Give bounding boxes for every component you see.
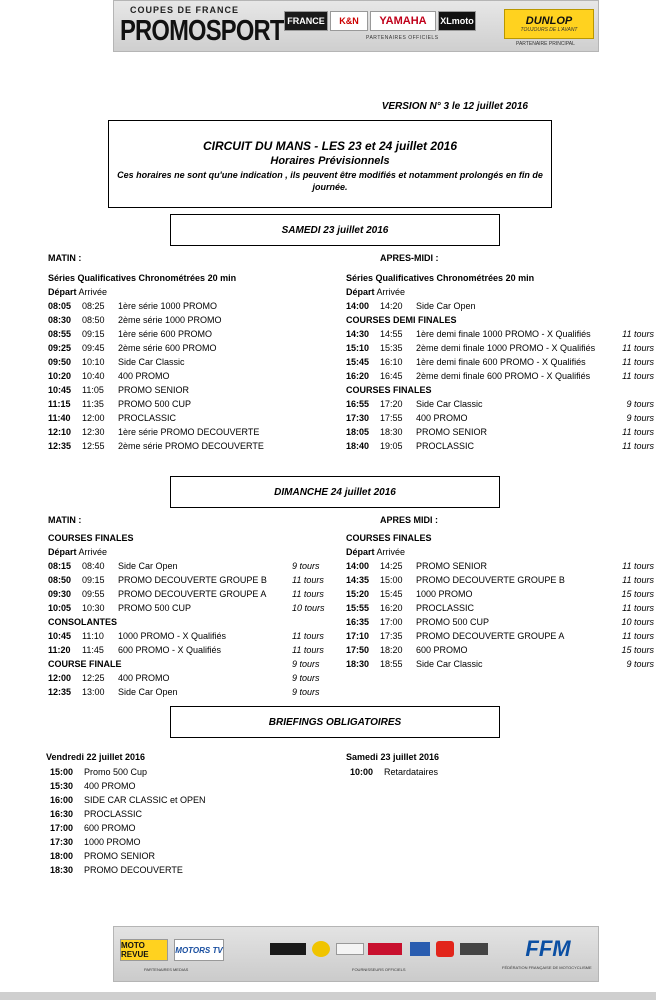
schedule-row: 12:35 13:00 Side Car Open — [48, 687, 178, 697]
depart-label: Départ — [48, 547, 77, 557]
schedule-row: 08:55 09:15 1ère série 600 PROMO — [48, 329, 213, 339]
schedule-row: 15:45 16:10 1ère demi finale 600 PROMO - X Qualifiés — [346, 357, 586, 367]
saturday-title: SAMEDI 23 juillet 2016 — [281, 224, 389, 236]
depart-label: Départ — [48, 287, 77, 297]
briefing-row: 15:30 400 PROMO — [50, 781, 136, 791]
briefings-title-box — [170, 706, 500, 738]
tours-value: 9 tours — [626, 659, 654, 669]
schedule-row: 10:45 11:05 PROMO SENIOR — [48, 385, 190, 395]
supplier-logo — [270, 943, 306, 955]
supplier-logo — [410, 942, 430, 956]
saturday-title-box — [170, 214, 500, 246]
tours-value: 9 tours — [292, 659, 320, 669]
schedule-row: 09:30 09:55 PROMO DECOUVERTE GROUPE A — [48, 589, 267, 599]
briefing-row: 15:00 Promo 500 Cup — [50, 767, 148, 777]
schedule-row: 08:05 08:25 1ère série 1000 PROMO — [48, 301, 218, 311]
sunday-morning-section: COURSES FINALES — [48, 533, 134, 543]
sunday-morning-list — [48, 559, 267, 699]
sunday-morning-tours — [292, 559, 325, 699]
schedule-row: 10:20 10:40 400 PROMO — [48, 371, 170, 381]
schedule-row: 18:05 18:30 PROMO SENIOR — [346, 427, 488, 437]
motors-tv-logo: MOTORS TV — [174, 939, 224, 961]
schedule-row: 14:35 15:00 PROMO DECOUVERTE GROUPE B — [346, 575, 565, 585]
sunday-morning-depart-arrivee — [48, 545, 107, 559]
schedule-row: 11:15 11:35 PROMO 500 CUP — [48, 399, 192, 409]
schedule-row: 15:20 15:45 1000 PROMO — [346, 589, 473, 599]
schedule-row: 18:40 19:05 PROCLASSIC — [346, 441, 475, 451]
version-label: VERSION N° 3 le 12 juillet 2016 — [381, 101, 528, 112]
schedule-row: 15:10 15:35 2ème demi finale 1000 PROMO - X Qualifiés — [346, 343, 596, 353]
tours-value: 11 tours — [292, 589, 324, 599]
briefing-saturday-label: Samedi 23 juillet 2016 — [346, 752, 440, 762]
page-bottom-bar — [0, 992, 656, 1000]
event-note: Ces horaires ne sont qu'une indication , ils peuvent être modifiés et notamment prolongés en fin de journée. — [117, 170, 543, 192]
partner-logo-yamaha: YAMAHA — [370, 11, 436, 31]
sunday-morning-label: MATIN : — [48, 515, 82, 525]
partner-logo-xlmoto: XLmoto — [438, 11, 476, 31]
supplier-logo — [336, 943, 364, 955]
title-box — [108, 120, 552, 208]
tours-value: 9 tours — [292, 561, 320, 571]
schedule-row: 12:00 12:25 400 PROMO — [48, 673, 170, 683]
tours-value: 11 tours — [622, 343, 654, 353]
tours-value: 9 tours — [626, 399, 654, 409]
schedule-row: 12:10 12:30 1ère série PROMO DECOUVERTE — [48, 427, 260, 437]
suppliers-official-label: FOURNISSEURS OFFICIELS — [352, 967, 406, 972]
sunday-afternoon-depart-arrivee — [346, 545, 405, 559]
finales-label: COURSES FINALES — [346, 385, 432, 395]
saturday-afternoon-tours — [600, 327, 654, 453]
top-banner — [113, 0, 599, 52]
schedule-row: 12:35 12:55 2ème série PROMO DECOUVERTE — [48, 441, 264, 451]
supplier-logo — [460, 943, 488, 955]
partner-logo-france: FRANCE — [284, 11, 328, 31]
supplier-logo — [368, 943, 402, 955]
arrivee-label: Arrivée — [376, 287, 406, 297]
saturday-afternoon-depart-arrivee — [346, 285, 405, 299]
briefing-row: 16:00 SIDE CAR CLASSIC et OPEN — [50, 795, 206, 805]
schedule-row: 09:25 09:45 2ème série 600 PROMO — [48, 343, 217, 353]
tours-value: 9 tours — [626, 413, 654, 423]
sunday-title: DIMANCHE 24 juillet 2016 — [274, 486, 396, 498]
arrivee-label: Arrivée — [78, 547, 108, 557]
consolantes-label: CONSOLANTES — [48, 617, 118, 627]
partners-official-label: PARTENAIRES OFFICIELS — [366, 35, 439, 41]
brand-logo: PROMOSPORT — [120, 15, 284, 47]
bottom-banner — [113, 926, 599, 982]
schedule-row: 16:35 17:00 PROMO 500 CUP — [346, 617, 490, 627]
tours-value: 11 tours — [292, 645, 324, 655]
schedule-row: 10:45 11:10 1000 PROMO - X Qualifiés — [48, 631, 227, 641]
saturday-morning-list — [48, 299, 264, 453]
schedule-row: 16:20 16:45 2ème demi finale 600 PROMO - X Qualifiés — [346, 371, 591, 381]
tours-value: 11 tours — [622, 561, 654, 571]
schedule-row: 17:30 17:55 400 PROMO — [346, 413, 468, 423]
tours-value: 11 tours — [622, 329, 654, 339]
sunday-afternoon-label: APRES MIDI : — [380, 515, 439, 525]
main-partner-label: PARTENAIRE PRINCIPAL — [516, 41, 575, 47]
briefing-row: 16:30 PROCLASSIC — [50, 809, 143, 819]
schedule-row: 14:00 14:20 Side Car Open — [346, 301, 476, 311]
depart-label: Départ — [346, 287, 375, 297]
schedule-row: 17:10 17:35 PROMO DECOUVERTE GROUPE A — [346, 631, 565, 641]
schedule-row: 16:55 17:20 Side Car Classic — [346, 399, 483, 409]
saturday-afternoon-list — [346, 299, 595, 453]
schedule-row: 15:55 16:20 PROCLASSIC — [346, 603, 475, 613]
briefing-row: 18:30 PROMO DECOUVERTE — [50, 865, 183, 875]
partner-logo-kn: K&N — [330, 11, 368, 31]
saturday-morning-section: Séries Qualificatives Chronométrées 20 min — [48, 273, 237, 283]
schedule-row: 14:30 14:55 1ère demi finale 1000 PROMO - X Qualifiés — [346, 329, 591, 339]
briefings-title: BRIEFINGS OBLIGATOIRES — [268, 716, 402, 728]
briefing-row: 17:00 600 PROMO — [50, 823, 136, 833]
tours-value: 15 tours — [621, 589, 654, 599]
tours-value: 9 tours — [292, 673, 320, 683]
tours-value: 11 tours — [622, 357, 654, 367]
schedule-row: 08:50 09:15 PROMO DECOUVERTE GROUPE B — [48, 575, 267, 585]
tours-value: 15 tours — [621, 645, 654, 655]
schedule-row: 18:30 18:55 Side Car Classic — [346, 659, 483, 669]
dunlop-name: DUNLOP — [525, 15, 573, 27]
sunday-title-box — [170, 476, 500, 508]
schedule-row: 17:50 18:20 600 PROMO — [346, 645, 468, 655]
tours-value: 9 tours — [292, 687, 320, 697]
briefing-row: 10:00 Retardataires — [350, 767, 439, 777]
sunday-afternoon-tours — [600, 559, 654, 671]
tours-value: 11 tours — [622, 371, 654, 381]
event-subtitle: Horaires Prévisionnels — [270, 155, 390, 167]
supplier-logo — [312, 941, 330, 957]
sunday-afternoon-section: COURSES FINALES — [346, 533, 432, 543]
course-finale-label: COURSE FINALE — [48, 659, 122, 669]
schedule-row: 08:15 08:40 Side Car Open — [48, 561, 178, 571]
saturday-morning-label: MATIN : — [48, 253, 82, 263]
sunday-afternoon-list — [346, 559, 565, 671]
schedule-row: 14:00 14:25 PROMO SENIOR — [346, 561, 488, 571]
partners-media-label: PARTENAIRES MEDIAS — [144, 967, 189, 972]
dunlop-tagline: TOUJOURS DE L'AVANT — [520, 27, 578, 33]
tours-value: 11 tours — [622, 575, 654, 585]
dunlop-logo — [504, 9, 594, 39]
tours-value: 11 tours — [292, 575, 324, 585]
schedule-row: 11:40 12:00 PROCLASSIC — [48, 413, 177, 423]
tours-value: 10 tours — [292, 603, 325, 613]
tours-value: 11 tours — [622, 441, 654, 451]
schedule-row: 10:05 10:30 PROMO 500 CUP — [48, 603, 192, 613]
briefing-friday-list — [50, 765, 206, 877]
tours-value: 11 tours — [292, 631, 324, 641]
supplier-logo — [436, 941, 454, 957]
schedule-row: 08:30 08:50 2ème série 1000 PROMO — [48, 315, 222, 325]
saturday-afternoon-section: Séries Qualificatives Chronométrées 20 min — [346, 273, 535, 283]
schedule-row: 09:50 10:10 Side Car Classic — [48, 357, 185, 367]
brand-subtitle: COUPES DE FRANCE — [130, 5, 240, 15]
saturday-morning-depart-arrivee — [48, 285, 107, 299]
arrivee-label: Arrivée — [78, 287, 108, 297]
briefing-friday-label: Vendredi 22 juillet 2016 — [46, 752, 146, 762]
briefing-saturday-list — [350, 765, 438, 779]
briefing-row: 18:00 PROMO SENIOR — [50, 851, 156, 861]
ffm-logo: FFM — [525, 936, 571, 961]
tours-value: 11 tours — [622, 603, 654, 613]
moto-revue-logo: MOTO REVUE — [120, 939, 168, 961]
saturday-afternoon-label: APRES-MIDI : — [380, 253, 439, 263]
briefing-row: 17:30 1000 PROMO — [50, 837, 141, 847]
arrivee-label: Arrivée — [376, 547, 406, 557]
depart-label: Départ — [346, 547, 375, 557]
tours-value: 11 tours — [622, 427, 654, 437]
tours-value: 11 tours — [622, 631, 654, 641]
event-title: CIRCUIT DU MANS - LES 23 et 24 juillet 2016 — [202, 139, 458, 153]
ffm-subtitle: FÉDÉRATION FRANÇAISE DE MOTOCYCLISME — [502, 965, 592, 970]
schedule-row: 11:20 11:45 600 PROMO - X Qualifiés — [48, 645, 222, 655]
demi-finales-label: COURSES DEMI FINALES — [346, 315, 457, 325]
tours-value: 10 tours — [621, 617, 654, 627]
